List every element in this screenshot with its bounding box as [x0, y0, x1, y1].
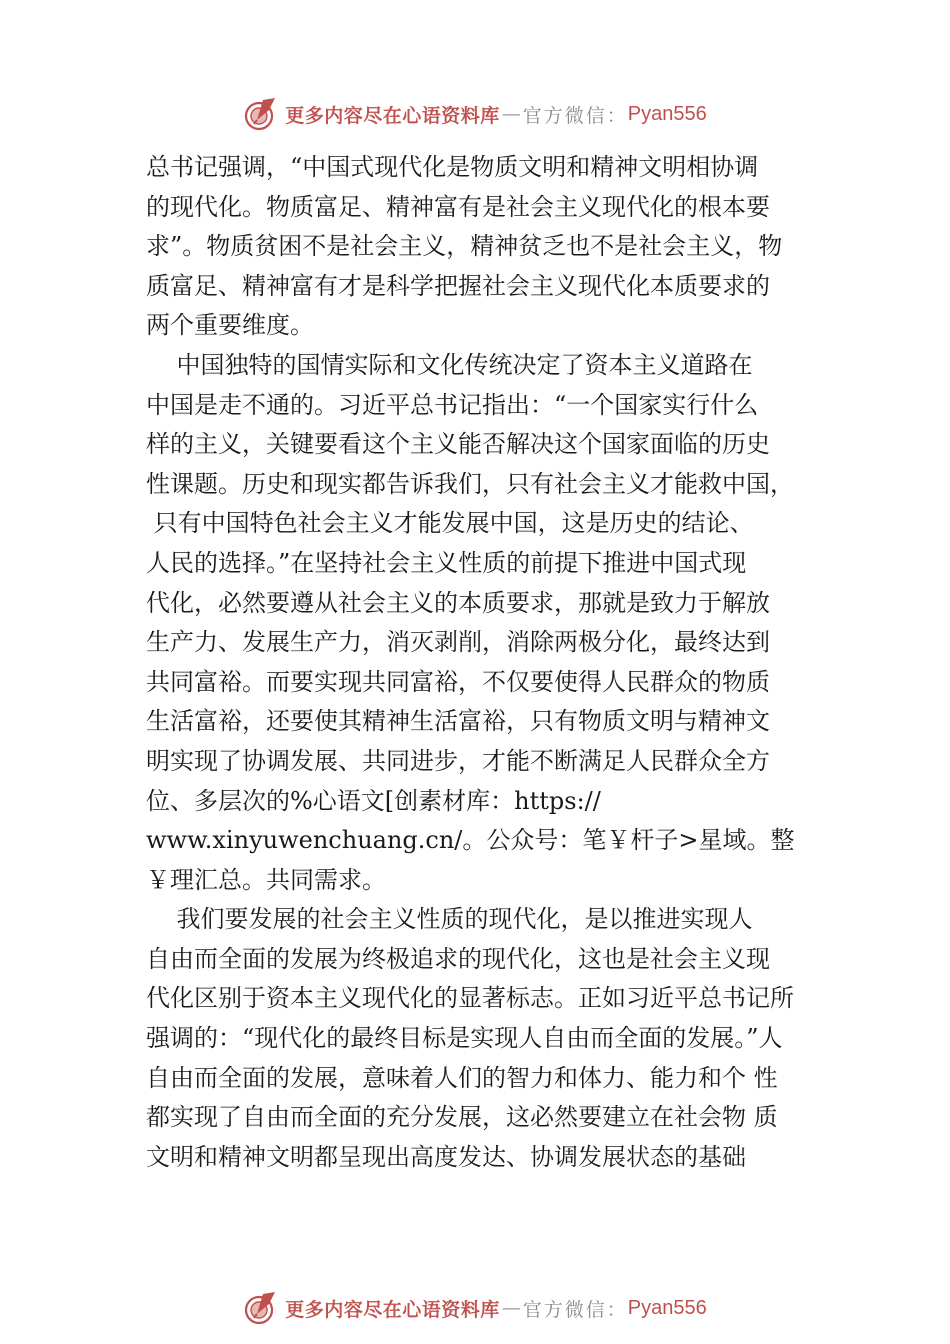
banner-wechat-label: 官方微信： [522, 1298, 628, 1321]
text-line: 人民的选择。”在坚持社会主义性质的前提下推进中国式现 [146, 548, 747, 577]
text-line: 中国独特的国情实际和文化传统决定了资本主义道路在 [146, 350, 753, 379]
banner-dash: — [501, 103, 521, 125]
footer-banner [0, 1286, 950, 1330]
text-line: 文明和精神文明都呈现出高度发达、协调发展状态的基础 [146, 1142, 746, 1171]
text-line: 只有中国特色社会主义才能发展中国，这是历史的结论、 [146, 509, 754, 538]
text-line: 中国是走不通的。习近平总书记指出：“一个国家实行什么 [146, 390, 759, 419]
text-line: 质富足、精神富有才是科学把握社会主义现代化本质要求的 [146, 271, 770, 300]
text-line: 位、多层次的%心语文[创素材库：https:// [146, 786, 601, 815]
text-line: 自由而全面的发展，意味着人们的智力和体力、能力和个 性 [146, 1063, 778, 1092]
text-line: ￥理汇总。共同需求。 [146, 865, 386, 894]
text-line: 都实现了自由而全面的充分发展，这必然要建立在社会物 质 [146, 1103, 778, 1132]
text-line: www.xinyuwenchuang.cn/。公众号：笔￥杆子>星域。整 [146, 826, 795, 855]
text-line: 代化区别于资本主义现代化的显著标志。正如习近平总书记所 [146, 984, 794, 1013]
text-line: 性课题。历史和现实都告诉我们，只有社会主义才能救中国， [146, 469, 794, 498]
text-line: 两个重要维度。 [146, 311, 314, 340]
banner-text: 更多内容尽在心语资料库 [285, 1298, 500, 1321]
text-line: 样的主义，关键要看这个主义能否解决这个国家面临的历史 [146, 430, 770, 459]
text-line: 我们要发展的社会主义性质的现代化，是以推进实现人 [146, 905, 753, 934]
banner-wechat-id: Pyan556 [627, 1296, 707, 1319]
text-line: 生活富裕，还要使其精神生活富裕，只有物质文明与精神文 [146, 707, 770, 736]
quill-seal-icon [243, 1290, 279, 1326]
text-line: 代化，必然要遵从社会主义的本质要求，那就是致力于解放 [146, 588, 770, 617]
banner-wechat-id: Pyan556 [627, 102, 707, 125]
text-line: 共同富裕。而要实现共同富裕，不仅要使得人民群众的物质 [146, 667, 770, 696]
text-line: 总书记强调，“中国式现代化是物质文明和精神文明相协调 [146, 153, 759, 181]
text-line: 明实现了协调发展、共同进步，才能不断满足人民群众全方 [146, 746, 770, 775]
banner-dash: — [501, 1297, 521, 1319]
quill-seal-icon [243, 96, 279, 132]
text-line: 的现代化。物质富足、精神富有是社会主义现代化的根本要 [146, 192, 770, 221]
text-line: 生产力、发展生产力，消灭剥削，消除两极分化，最终达到 [146, 628, 770, 657]
banner-text: 更多内容尽在心语资料库 [285, 104, 500, 127]
text-line: 强调的：“现代化的最终目标是实现人自由而全面的发展。”人 [146, 1024, 783, 1053]
document-body [146, 148, 811, 1177]
text-line: 求”。物质贫困不是社会主义，精神贫乏也不是社会主义，物 [146, 232, 783, 261]
text-line: 自由而全面的发展为终极追求的现代化，这也是社会主义现 [146, 944, 770, 973]
banner-wechat-label: 官方微信： [522, 104, 628, 127]
header-banner [0, 92, 950, 136]
